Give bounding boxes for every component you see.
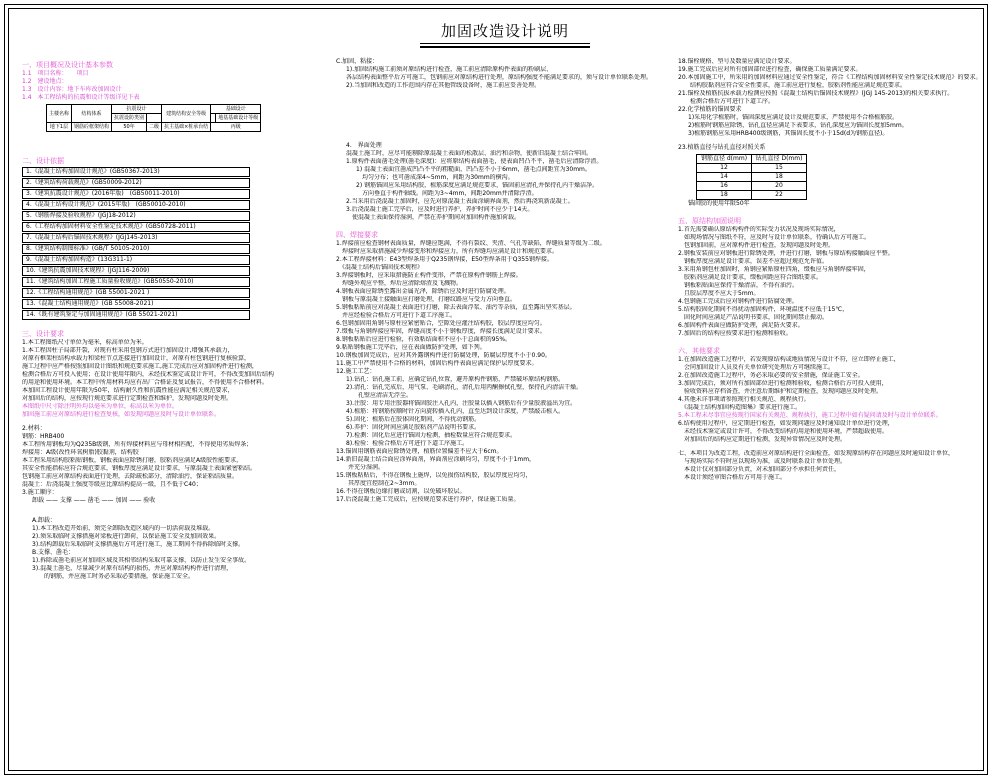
s6-list-2: [678, 420, 982, 444]
s1-item: 1.4 本工程结构的抗震和设计等级详见下表: [22, 94, 140, 101]
s4-sub-line: 1) 混凝土表面宜凿成凹凸不平的粗糙面，凹凸差不小于6mm，凿毛点间距宜为30mm。: [356, 166, 591, 173]
s5-line: 钢板粘贴面应保持干燥清洁，不得有油污。: [678, 282, 799, 289]
s6-line: 对加固后的结构应定期进行检测，发现异常情况应及时处理。: [678, 436, 847, 443]
s22-line: 3)植筋钢筋应采用HRB400级钢筋，其锚固长度不小于15d(d为钢筋直径)。: [688, 130, 889, 137]
th: 抗震设防类别: [112, 114, 147, 123]
column-right: [678, 58, 982, 482]
title-underline: [420, 43, 590, 44]
s6-line: 会同加固设计人员及有关单位研究处理后方可继续施工。: [678, 364, 835, 371]
s5-line: 2.钢板安装前应对钢板进行除锈处理，并进行打磨，钢板与原结构接触面应平整。: [678, 250, 894, 257]
code-item: 5.《钢筋焊接及验收规程》(JGJ18-2012): [22, 211, 250, 221]
col3-line: 20.本加固施工中，所采用的加固材料应通过安全性鉴定，符合《工程结构加固材料安全性鉴定技术规范》的要求。: [678, 74, 982, 81]
s4-tail-line: 2.当采用后浇混凝土加固时，应先对原混凝土表面涂刷界面剂，然后再浇筑新混凝土。: [346, 198, 574, 205]
weld-line: 9.粘贴钢板施工完毕后，应在表面做防护处理，如下列。: [336, 344, 486, 351]
weld-line: 6.包钢加固用角钢与原柱应紧密贴合，空隙处应灌注结构胶，胶层厚度应均匀。: [336, 320, 546, 327]
td: 抗主基础×桩承台结: [162, 123, 211, 132]
td: 地下1层: [47, 123, 72, 132]
s3-line: 施工过程中应严格按照加固设计图纸和规范要求施工,施工完成后应对加固构件进行检测，: [22, 363, 258, 370]
s1-item: 1.1 项目名称： 项目: [22, 70, 89, 77]
td: 丙级: [211, 123, 261, 132]
weld-line: 1.焊接前应检查钢材表面质量，焊缝应饱满，不得有裂纹、夹渣、气孔等缺陷，焊缝质量等级为二级。: [336, 240, 606, 247]
s5-line: 7.加固后的结构应按要求进行检测和验收。: [678, 330, 792, 337]
s3-pink-notes: [22, 403, 322, 419]
s4-tail-line: 使混凝土表面保持湿润，严禁在养护期间对加固构件施加荷载。: [346, 214, 521, 221]
weld-tail-line: 16.不得在钢板边缘打磨或切割，以免破坏胶层。: [336, 488, 466, 495]
material-line: 包钢施工前应对原结构表面进行处理，去除疏松部分，清除油污，保证粘结质量。: [22, 473, 239, 480]
weld-line: 《混凝土结构后锚固技术规程》: [336, 264, 424, 271]
anchor-life-note: 锚固胶的使用年限50年: [688, 200, 750, 207]
s1-item: 1.2 建设地点：: [22, 78, 68, 85]
td: 16: [697, 182, 752, 191]
col3-line: 19.施工完成后应对所有加固部位进行检查，确保施工质量满足要求。: [678, 66, 862, 73]
s6-line: 1.在加固改造施工过程中，若发现原结构或地质情况与设计不符，应立即停止施工，: [678, 356, 900, 363]
th: 基础设计: [211, 105, 261, 114]
s6-line: 3.加固完成后，须对所有加固部位进行检测和验收，检测合格后方可投入使用，: [678, 380, 888, 387]
s3-line: 1.本工程因柱子局部开裂，对现有柱采用包钢方式进行加固设计,增强其承载力，: [22, 347, 234, 354]
code-list: [22, 167, 250, 320]
step-b-line: 3).混凝土凿毛，尽量减少对原有结构的损伤，并应对原结构构件进行清理，: [32, 565, 233, 572]
s22-list: [678, 114, 982, 138]
site-line: 6).养护：固化时间应满足胶粘剂产品说明书要求。: [346, 424, 481, 431]
s6-list: [678, 356, 982, 412]
rebar-table-title: 23.植筋直径与钻孔直径对照关系: [678, 144, 766, 151]
s5-line: 钢板厚度应满足设计要求，误差不应超过规范允许值。: [678, 258, 829, 265]
td: 14: [697, 173, 752, 182]
s7-list: [678, 450, 982, 482]
s3-pink-line: 加固施工前应对原结构进行检查复核，如发现问题应及时与设计单位联系。: [22, 411, 221, 418]
sc-line: 各层结构表面整平后方可施工，包钢前应对原结构进行处理，原结构强度不能满足要求的，须与设计单位联系处理。: [346, 74, 653, 81]
td: 18: [697, 191, 752, 200]
s6-pink-note: 5.本工程未尽事宜应按现行国家有关规范、规程执行，施工过程中如有疑问请及时与设计单位联系。: [678, 412, 942, 419]
site-line: 7).检测：固化后应进行锚固力检测，抽检数量应符合规范要求。: [346, 432, 517, 439]
th: 建筑结构安全等级: [162, 105, 211, 123]
s4-sub-line: 均匀分布；也可凿成深4~5mm，间距为30mm的横沟。: [356, 174, 514, 181]
weld-line: 5.钢板粘贴前应对混凝土表面进行打磨，除去表面浮浆、油污等杂质，直至露出坚实基层。: [336, 304, 576, 311]
code-item: 13.《混凝土结构通用规范》(GB 55008-2021): [22, 299, 250, 309]
th: 主楼名称: [47, 105, 72, 123]
td: 50年: [112, 123, 147, 132]
step-b-heading: B.支撑、凿毛：: [32, 549, 75, 556]
td: 二级: [147, 123, 162, 132]
material-line: 焊接用：A级(改性环氧树脂)胶黏剂，结构胶: [22, 449, 139, 456]
s3-pink-line: 本图纸中尺寸除注明外均以毫米为单位，标高以米为单位。: [22, 403, 179, 410]
s4-sub-line: 2) 钢筋锚固应采用结构胶，植筋深度应满足规范要求，锚固前应清孔并保持孔内干燥洁净。: [356, 182, 599, 189]
site-line: 3).注胶：用专用注胶器将锚固胶注入孔内，注胶量以插入钢筋后有少量胶液溢出为宜。: [346, 400, 577, 407]
s4-intro-line: 混凝土施工时，应尽可能剔除原混凝土表面的松散层、油污和杂物，使新旧混凝土结合牢固。: [346, 150, 593, 157]
sc-list: [336, 66, 662, 90]
code-item: 4.《混凝土结构设计规范》(2015年版) (GB50010-2010): [22, 200, 250, 210]
s6-line: 《混凝土结构加固构造图集》要求进行施工。: [678, 404, 802, 411]
s6-line: 验收资料应存档备查，并注意后期维护和定期检查，发现问题应及时处理。: [678, 388, 883, 395]
weld-line: 4.钢板表面应除锈至露出金属光泽，除锈后应及时进行防腐处理。: [336, 288, 510, 295]
site-line: 孔壁应清洁无浮尘。: [346, 392, 413, 399]
title-underline-thick: [420, 46, 590, 48]
section2-heading: 二、设计依据: [22, 157, 64, 165]
code-item: 12.《工程结构通用规范》(GB 55001-2021 ): [22, 288, 250, 298]
weld-line: 3.焊接钢板时，应采取措施防止构件变形，严禁在原构件钢筋上焊接。: [336, 272, 522, 279]
s3-line: 的用途和使用环境。本工程中所用材料均应有出厂合格证及复试报告，不得使用不合格材料。: [22, 379, 269, 386]
code-item: 8.《建筑结构制图标准》(GB/T 50105-2010): [22, 244, 250, 254]
s5-line: 6.加固构件表面应做防护处理，满足防火要求。: [678, 322, 804, 329]
site-line: 2).清孔：钻孔完成后，用气泵、毛刷清孔，清孔后用丙酮擦拭孔壁，保持孔内清洁干燥。: [346, 384, 583, 391]
s5-line: 如现场情况与图纸不符，应及时与设计单位联系，待确认后方可施工。: [678, 234, 871, 241]
td: 20: [752, 182, 807, 191]
site-line: 1).钻孔：钻孔施工前，应确定钻孔位置，避开原构件钢筋，严禁破坏原结构钢筋。: [346, 376, 565, 383]
th: [147, 114, 162, 123]
sc-line: 1).加固结构施工前须对原结构进行检查，施工前应清除原构件表面的粉刷层、: [346, 66, 553, 73]
s7-line: 七、本项目为改造工程，改造前应对原结构进行全面检查，如发现原结构存在问题应及时通知设计单位，: [678, 450, 955, 457]
s22-heading: 22.化学植筋的锚固要求: [678, 106, 742, 113]
step-a-list: [22, 525, 322, 549]
s5-line: 4.包钢施工完成后应对钢构件进行防腐处理。: [678, 298, 798, 305]
s3-line: 对加固后的结构，应按现行规范要求进行定期检查和维护，发现问题及时处理。: [22, 395, 233, 402]
s5-line: 胶粘剂应满足设计要求，缀板间距应符合图纸要求。: [678, 274, 823, 281]
col3-line: 检测合格后方可进行下道工序。: [678, 98, 775, 105]
step-b-line: 1).拆除或凿毛前应对加固区域及其相邻结构采取可靠支撑，以防止发生安全事故。: [32, 557, 251, 564]
page-title: 加固改造设计说明: [440, 22, 569, 40]
s6-line: 未经技术鉴定或设计许可，不得改变结构的用途和使用环境，严禁超载使用。: [678, 428, 889, 435]
material-line: 钢筋：HRB400: [22, 433, 65, 440]
material-list: [22, 433, 322, 489]
s6-line: 6.结构使用过程中，应定期进行检查，如发现问题应及时通知设计单位进行处理，: [678, 420, 894, 427]
th: 结构体系: [72, 105, 112, 123]
code-item: 3.《建筑抗震设计规范》(2016年版) (GB50011-2010): [22, 189, 250, 199]
material-heading: 2.材料：: [22, 425, 46, 432]
th: 地基基础设计等级: [216, 114, 261, 123]
th: 抗震设计: [112, 105, 162, 114]
td: 18: [752, 173, 807, 182]
project-table: [46, 104, 261, 132]
s4-heading: 4. 界面处理: [346, 142, 382, 149]
weld-heading: 四、焊接要求: [336, 231, 378, 239]
site-line: 4).植筋：将钢筋按顺时针方向旋转插入孔内，直至达到设计深度，严禁敲击植入。: [346, 408, 565, 415]
s6-line: 2.在加固改造施工过程中，务必采取必要的安全措施，保证施工安全。: [678, 372, 864, 379]
s3-line: 本加固工程设计使用年限为50年，结构耐久性和抗震性能应满足相关规范要求，: [22, 387, 234, 394]
material-line: 其安全性能指标应符合规范要求，钢板厚度应满足设计要求，与原混凝土表面紧密粘结。: [22, 465, 257, 472]
section1-heading: 一、项目概况及设计基本参数: [22, 61, 113, 69]
code-item: 9.《混凝土结构加固构造》(13G311-1): [22, 255, 250, 265]
weld-list: [336, 240, 662, 368]
code-item: 6.《工程结构加固材料安全性鉴定技术规范》(GB50728-2011): [22, 222, 250, 232]
section5-heading: 五、原结构加固说明: [678, 217, 741, 225]
code-item: 2.《建筑结构荷载规范》(GB50009-2012): [22, 178, 250, 188]
td: 钢筋砼框架结构: [72, 123, 112, 132]
s3-line: 检测合格后方可投入使用；在设计使用年限内，未经技术鉴定或设计许可，不得改变加固后结构: [22, 371, 275, 378]
th: 钻孔直径 D(mm): [752, 155, 807, 164]
s7-line: 与现场实际不符时应以现场为准，或及时联系设计单位处理。: [678, 458, 847, 465]
column-left: [22, 58, 322, 581]
weld-tail: [336, 448, 662, 504]
s5-line: 5.结构胶固化期间不得扰动加固构件，环境温度不应低于15℃，: [678, 306, 849, 313]
s3-paragraph: [22, 339, 322, 403]
th: 钢筋直径 d(mm): [697, 155, 752, 164]
weld-line: 7.缀板与角钢焊接应牢固，焊缝高度不小于钢板厚度，焊接长度满足设计要求。: [336, 328, 546, 335]
s7-line: 本设计仅对加固部分负责，对未加固部分不承担任何责任，: [678, 466, 841, 473]
s4-tail: [336, 198, 662, 222]
code-item: 11.《建筑结构加固工程施工质量验收规范》(GB50550-2010): [22, 277, 250, 287]
weld-line: 11.施工中严禁使用不合格的材料，加固后构件表面应满足保护层厚度要求。: [336, 360, 538, 367]
td: 15: [752, 164, 807, 173]
s5-line: 3.采用角钢包柱加固时，角钢应紧贴原柱四角，缀板应与角钢焊接牢固，: [678, 266, 870, 273]
s5-line: 包钢加固前，应对原构件进行检查，发现问题及时处理。: [678, 242, 835, 249]
s22-line: 2)植筋时钢筋应除锈，钻孔直径应满足下表要求，钻孔深度应为锚固长度加5mm。: [688, 122, 908, 129]
s5-list: [678, 226, 982, 338]
code-item: 1.《混凝土结构加固设计规范》(GB50367-2013): [22, 167, 250, 177]
code-item: 7.《混凝土结构后锚固技术规程》(JGJ145-2013): [22, 233, 250, 243]
step-a-heading: A.卸载：: [32, 517, 56, 524]
site-list: [336, 376, 662, 448]
td: 22: [752, 191, 807, 200]
s3-line: 1.本工程图纸尺寸单位为毫米，标高单位为米。: [22, 339, 148, 346]
column-middle: [336, 58, 662, 504]
td: 12: [697, 164, 752, 173]
step-b-list: [22, 557, 322, 581]
sc-heading: C.加固，粘接：: [336, 58, 379, 65]
step-a-line: 1).本工程改造开始前，须完全卸除改造区域内的一切活荷载及堆载。: [32, 525, 215, 532]
weld-tail-line: 并充分湿润。: [336, 464, 385, 471]
material-line: 混凝土：后浇混凝土强度等级应比原结构提高一级，且不低于C40；: [22, 481, 202, 488]
col3-line: 21.锚栓及植筋抗拔承载力检测应按照《混凝土结构后锚固技术规程》(JGJ 145-2013)的相关要求执行。: [678, 90, 954, 97]
step-a-line: 3).结构卸载后采取临时支撑措施后方可进行施工，施工期间不得拆除临时支撑。: [32, 541, 245, 548]
material-line: 本工程所用钢板均为Q235B级钢，所有焊接材料应与母材相匹配，不得使用劣质焊条；: [22, 441, 253, 448]
procedure-flow: 卸载 —— 支撑 —— 凿毛 —— 加固 —— 验收: [32, 497, 156, 504]
s4-sub-line: 方向垂直于构件轴线。间距为3~4mm，间距20mm并清除浮渣。: [356, 190, 538, 197]
weld-tail-line: 14.新旧混凝土结合面应涂界面剂，界面剂应涂刷均匀，厚度不小于1mm，: [336, 456, 536, 463]
section3-heading: 三、设计要求: [22, 330, 64, 338]
weld-tail-line: 17.后浇混凝土施工完成后，应按规范要求进行养护，保证施工质量。: [336, 496, 520, 503]
step-b-line: 的钢筋，并应施工时务必采取必要措施，保证施工安全。: [32, 573, 195, 580]
site-heading: 12.施工工艺：: [336, 368, 376, 375]
s5-line: 1.首先需要确认原结构构件的实际受力状况及现场实际情况，: [678, 226, 840, 233]
s4-intro: [336, 150, 662, 166]
weld-tail-line: 15.钢板粘贴后，不得在钢板上施焊，以免损伤结构胶，胶层厚度应均匀，: [336, 472, 532, 479]
weld-line: 8.钢板粘贴后应进行检验，有效粘结面积不应小于总面积的95%。: [336, 336, 512, 343]
s3-line: 对原有框架柱结构承载力和梁柱节点连接进行加固设计，对原有柱包钢进行复核验算，: [22, 355, 251, 362]
weld-line: 焊缝外观应平整，焊后应清除熔渣及飞溅物。: [336, 280, 463, 287]
code-item: 10.《建筑抗震加固技术规程》(JGJ116-2009): [22, 266, 250, 276]
col3-list: [678, 58, 982, 106]
site-line: 8).检验：检验合格后方可进行下道工序施工。: [346, 440, 469, 447]
s4-intro-line: 1.原构件表面凿毛处理(凿毛深度)：应将原结构表面凿毛，使表面凹凸不平，凿毛后应清除浮渣。: [346, 158, 603, 165]
weld-tail-line: 13.锚固用钢筋表面应除锈处理，植筋位置偏差不应大于6cm。: [336, 448, 503, 455]
s6-line: 4.其他未详事项请参照现行相关规范、规程执行。: [678, 396, 810, 403]
s7-line: 本设计须经审图合格后方可用于施工。: [678, 474, 787, 481]
rebar-table: [696, 154, 807, 200]
procedure-heading: 3.施工顺序：: [22, 489, 58, 496]
weld-line: 并应经检验合格后方可进行下道工序施工。: [336, 312, 457, 319]
s5-line: 固化时间应满足产品说明书要求，固化期间禁止振动。: [678, 314, 829, 321]
section6-heading: 六、其他要求: [678, 347, 720, 355]
s4-tail-line: 3.后浇混凝土施工完毕后，应及时进行养护，养护时间不应少于14天。: [346, 206, 534, 213]
col3-line: 18.锚栓规格、型号及数量应满足设计要求。: [678, 58, 796, 65]
weld-line: 钢板与原混凝土接触面应打磨处理，打磨纹路应与受力方向垂直。: [336, 296, 517, 303]
s5-line: 且胶层厚度不应大于5mm。: [678, 290, 760, 297]
step-a-line: 2).须采取临时支撑措施对梁板进行卸荷，以保证施工安全及加固效果。: [32, 533, 221, 540]
sc-line: 2).当加固和改造的工作范围内存在其他管线设备时，施工前应妥善处理。: [346, 82, 541, 89]
weld-line: 2.本工程焊接材料：E43型焊条用于Q235钢焊接，E50型焊条用于Q355钢焊接。: [336, 256, 553, 263]
code-item: 14.《既有建筑鉴定与加固通用规范》(GB 55021-2021): [22, 310, 250, 320]
col3-line: 结构胶黏剂应符合安全性要求，施工前应进行复检，胶粘剂性能应满足规范要求。: [678, 82, 907, 89]
s1-item: 1.3 设计内容：地下车库改加固设计: [22, 86, 122, 93]
weld-line: 10.钢板加固完成后，应对其外露钢构件进行防腐处理，防腐层厚度不小于0.90。: [336, 352, 551, 359]
s4-sub: [336, 166, 662, 198]
weld-line: 焊接时应采取措施减少焊接变形和焊接应力，所有焊缝均应满足设计和规范要求。: [336, 248, 559, 255]
weld-tail-line: 其厚度宜控制在2~3mm。: [336, 480, 421, 487]
material-line: 本工程采用结构胶粘贴钢板，钢板表面应除锈打磨，胶粘剂应满足A级胶性能要求，: [22, 457, 243, 464]
site-line: 5).固化：植筋后在胶体固化期间，不得扰动钢筋。: [346, 416, 481, 423]
s22-line: 1)采用化学植筋时，锚固深度应满足设计及规范要求，严禁使用不合格植筋胶。: [688, 114, 899, 121]
